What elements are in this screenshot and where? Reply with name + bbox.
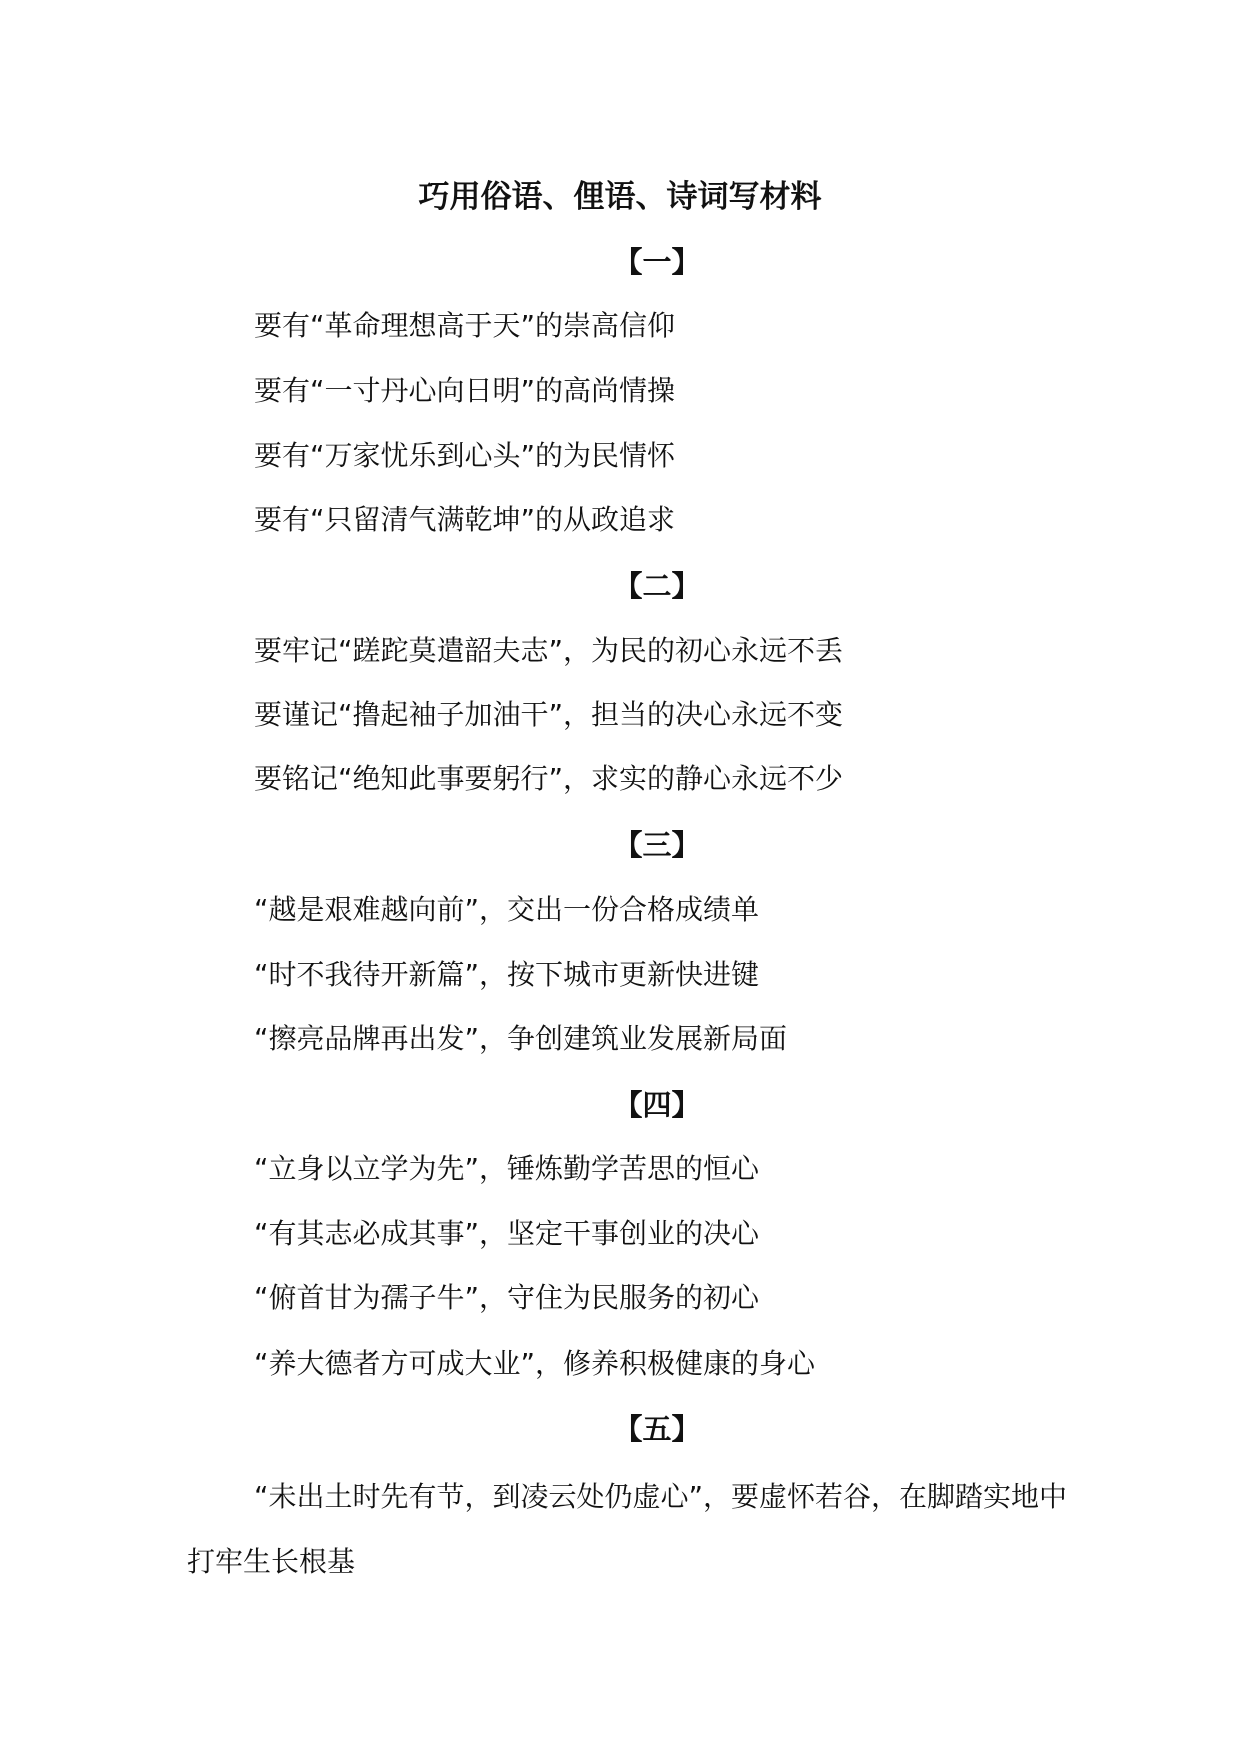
text-line: 要有“革命理想高于天”的崇高信仰 <box>254 309 676 342</box>
text-line: “立身以立学为先”，锤炼勤学苦思的恒心 <box>254 1152 760 1185</box>
section-heading-4: 【四】 <box>613 1088 701 1122</box>
document-title: 巧用俗语、俚语、诗词写材料 <box>418 179 822 215</box>
text-line: “越是艰难越向前”，交出一份合格成绩单 <box>254 893 760 926</box>
text-line: “擦亮品牌再出发”，争创建筑业发展新局面 <box>254 1022 788 1055</box>
text-line: “有其志必成其事”，坚定干事创业的决心 <box>254 1217 760 1250</box>
text-line: 要谨记“撸起袖子加油干”，担当的决心永远不变 <box>254 698 844 731</box>
section-heading-1: 【一】 <box>613 245 701 279</box>
text-line: 要铭记“绝知此事要躬行”，求实的静心永远不少 <box>254 762 844 795</box>
body-paragraph: “未出土时先有节，到凌云处仍虚心”，要虚怀若谷，在脚踏实地中打牢生长根基 <box>187 1480 1068 1578</box>
section-heading-5: 【五】 <box>613 1412 701 1446</box>
text-line: 要有“万家忧乐到心头”的为民情怀 <box>254 439 676 472</box>
text-line: “养大德者方可成大业”，修养积极健康的身心 <box>254 1347 816 1380</box>
text-line: 要有“只留清气满乾坤”的从政追求 <box>254 503 676 536</box>
section-heading-2: 【二】 <box>613 569 701 603</box>
text-line: “俯首甘为孺子牛”，守住为民服务的初心 <box>254 1281 760 1314</box>
text-line: 要牢记“蹉跎莫遣韶夫志”，为民的初心永远不丢 <box>254 634 844 667</box>
text-line: 要有“一寸丹心向日明”的高尚情操 <box>254 374 676 407</box>
section-heading-3: 【三】 <box>613 828 701 862</box>
text-line: “时不我待开新篇”，按下城市更新快进键 <box>254 958 760 991</box>
